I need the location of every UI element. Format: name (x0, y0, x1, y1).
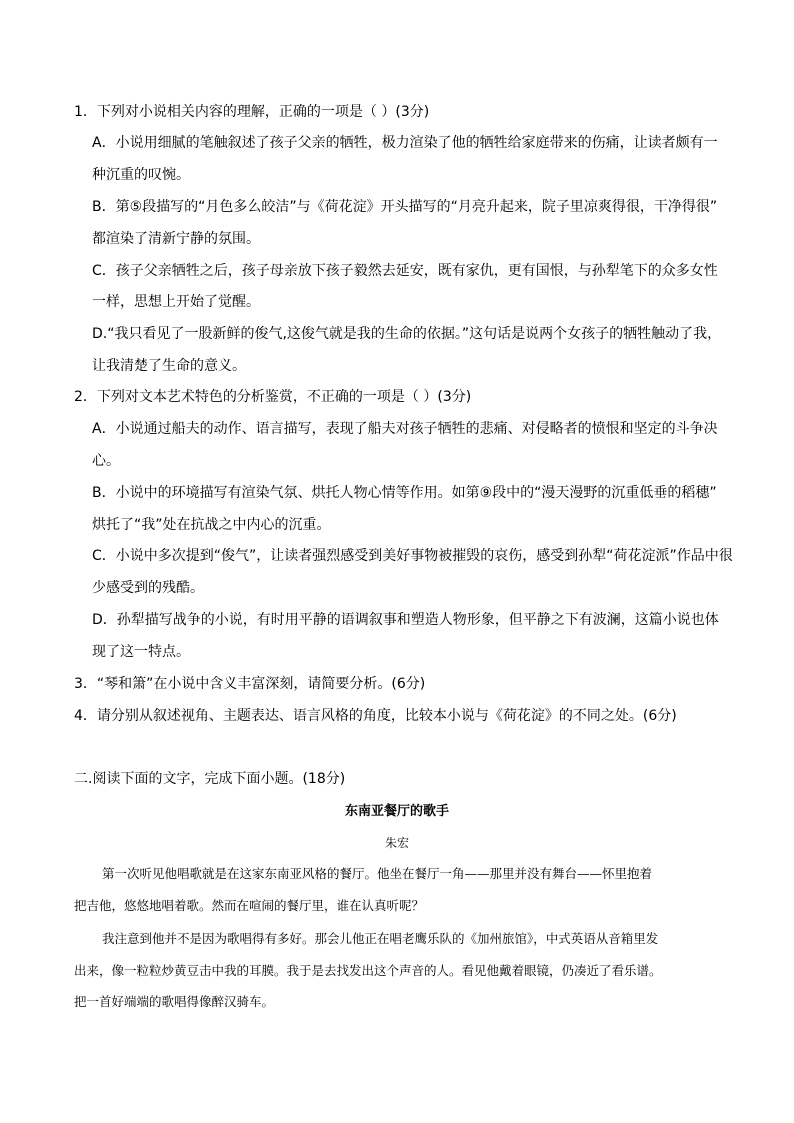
q1-option-d-line2: 让我清楚了生命的意义。 (92, 358, 246, 374)
q2-option-d-line1: D．孙犁描写战争的小说，有时用平静的语调叙事和塑造人物形象，但平静之下有波澜，这篇小说也体 (92, 612, 719, 628)
passage-title: 东南亚餐厅的歌手 (344, 804, 449, 819)
q1-option-b-line1: B．第⑤段描写的“月色多么皎洁”与《荷花淀》开头描写的“月亮升起来，院子里凉爽得很，干净得很” (92, 199, 718, 215)
section-heading: 二.阅读下面的文字，完成下面小题。(18分) (74, 771, 346, 787)
q2-option-b-line2: 烘托了“我”处在抗战之中内心的沉重。 (92, 517, 331, 533)
q1-option-d-line1: D.“我只看见了一股新鲜的俊气,这俊气就是我的生命的依据。”这句话是说两个女孩子的牺牲触动了我， (92, 326, 722, 342)
q1-option-a-line2: 种沉重的叹惋。 (92, 167, 190, 183)
question-3: 3．“琴和箫”在小说中含义丰富深刻，请简要分析。(6分) (74, 676, 426, 692)
q1-option-c-line2: 一样，思想上开始了觉醒。 (92, 294, 260, 310)
paragraph-2-line2: 出来，像一粒粒炒黄豆击中我的耳膜。我于是去找发出这个声音的人。看见他戴着眼镜，仍凑近了看乐谱。 (74, 963, 662, 978)
q2-option-a-line1: A．小说通过船夫的动作、语言描写，表现了船夫对孩子牺牲的悲痛、对侵略者的愤恨和坚定的斗争决 (92, 421, 718, 437)
q2-option-a-line2: 心。 (92, 453, 120, 469)
paragraph-2-line3: 把一首好端端的歌唱得像醉汉骑车。 (74, 994, 275, 1009)
q1-option-b-line2: 都渲染了清新宁静的氛围。 (92, 231, 260, 247)
paragraph-1-line1: 第一次听见他唱歌就是在这家东南亚风格的餐厅。他坐在餐厅一角——那里并没有舞台——怀里抱着 (102, 866, 653, 881)
q1-option-a-line1: A．小说用细腻的笔触叙述了孩子父亲的牺牲，极力渲染了他的牺牲给家庭带来的伤痛，让读者颇有一 (92, 135, 718, 151)
paragraph-1-line2: 把吉他，悠悠地唱着歌。然而在喧闹的餐厅里，谁在认真听呢？ (74, 898, 425, 913)
q2-option-c-line1: C．小说中多次提到“俊气”，让读者强烈感受到美好事物被摧毁的哀伤，感受到孙犁“荷花淀派”作品中很 (92, 548, 733, 564)
question-4: 4．请分别从叙述视角、主题表达、语言风格的角度，比较本小说与《荷花淀》的不同之处。(6分) (74, 708, 677, 724)
q1-option-c-line1: C．孩子父亲牺牲之后，孩子母亲放下孩子毅然去延安，既有家仇，更有国恨，与孙犁笔下的众多女性 (92, 263, 718, 279)
q2-option-d-line2: 现了这一特点。 (92, 644, 190, 660)
q2-option-b-line1: B．小说中的环境描写有渲染气氛、烘托人物心情等作用。如第⑨段中的“漫天漫野的沉重低垂的稻穗” (92, 485, 717, 501)
paragraph-2-line1: 我注意到他并不是因为歌唱得有多好。那会儿他正在唱老鹰乐队的《加州旅馆》，中式英语从音箱里发 (102, 931, 659, 946)
question-1: 1．下列对小说相关内容的理解，正确的一项是（ ）(3分) (74, 104, 430, 120)
q2-option-c-line2: 少感受到的残酷。 (92, 580, 204, 596)
question-2: 2．下列对文本艺术特色的分析鉴赏，不正确的一项是（ ）(3分) (74, 389, 472, 405)
passage-author: 朱宏 (384, 836, 409, 850)
